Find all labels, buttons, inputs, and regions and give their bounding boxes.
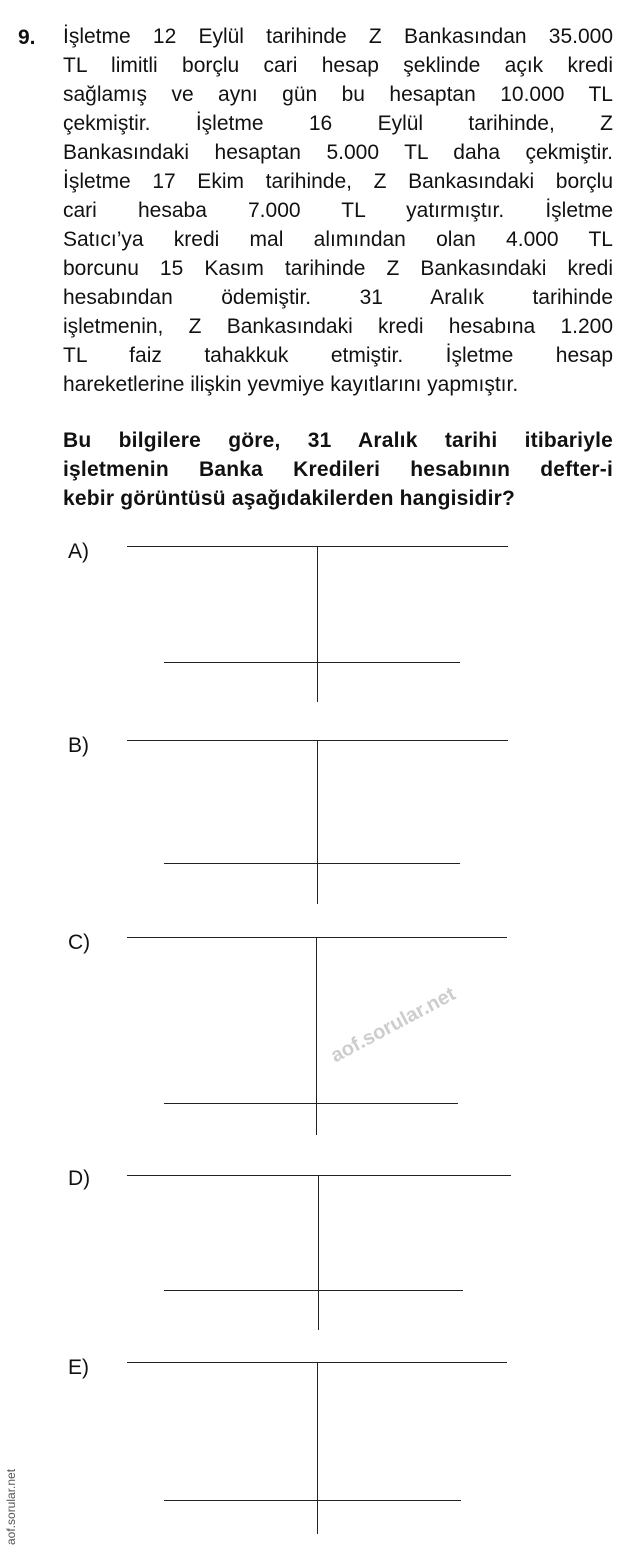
question-text-line: TL faiz tahakkuk etmiştir. İşletme hesap <box>63 344 613 367</box>
question-prompt-line: işletmenin Banka Kredileri hesabının defter-i <box>63 458 613 481</box>
option-a-label[interactable]: A) <box>68 540 89 563</box>
question-text-line: hareketlerine ilişkin yevmiye kayıtlarını yapmıştır. <box>63 373 519 396</box>
question-text-line: cari hesaba 7.000 TL yatırmıştır. İşletme <box>63 199 613 222</box>
question-text-line: İşletme 12 Eylül tarihinde Z Bankasından 35.000 <box>63 25 613 48</box>
t-account-divider <box>317 740 318 904</box>
option-d-label[interactable]: D) <box>68 1167 91 1190</box>
question-text-line: TL limitli borçlu cari hesap şeklinde açık kredi <box>63 54 613 77</box>
question-number: 9. <box>18 26 36 49</box>
option-c-label[interactable]: C) <box>68 931 91 954</box>
t-account-top-line <box>127 1175 511 1176</box>
t-account-divider <box>317 1362 318 1534</box>
question-prompt-line: Bu bilgilere göre, 31 Aralık tarihi itibariyle <box>63 429 613 452</box>
question-text-line: işletmenin, Z Bankasındaki kredi hesabına 1.200 <box>63 315 613 338</box>
t-account-total-line <box>164 1500 461 1501</box>
t-account-total-line <box>164 662 460 663</box>
watermark-text: aof.sorular.net <box>327 982 460 1068</box>
t-account-top-line <box>127 937 507 938</box>
t-account-total-line <box>164 1103 458 1104</box>
question-prompt-line: kebir görüntüsü aşağıdakilerden hangisidir? <box>63 487 516 510</box>
t-account-divider <box>318 1175 319 1330</box>
t-account-divider <box>317 546 318 702</box>
question-text-line: borcunu 15 Kasım tarihinde Z Bankasındaki kredi <box>63 257 613 280</box>
question-text-line: sağlamış ve aynı gün bu hesaptan 10.000 TL <box>63 83 613 106</box>
question-text-line: Bankasındaki hesaptan 5.000 TL daha çekmiştir. <box>63 141 613 164</box>
question-text-line: hesabından ödemiştir. 31 Aralık tarihinde <box>63 286 613 309</box>
option-e-label[interactable]: E) <box>68 1356 89 1379</box>
t-account-total-line <box>164 863 460 864</box>
option-b-label[interactable]: B) <box>68 734 89 757</box>
t-account-total-line <box>164 1290 463 1291</box>
t-account-divider <box>316 937 317 1135</box>
question-text-line: çekmiştir. İşletme 16 Eylül tarihinde, Z <box>63 112 613 135</box>
question-text-line: İşletme 17 Ekim tarihinde, Z Bankasındaki borçlu <box>63 170 613 193</box>
side-watermark: aof.sorular.net <box>4 1468 18 1545</box>
question-text-line: Satıcı’ya kredi mal alımından olan 4.000 TL <box>63 228 613 251</box>
